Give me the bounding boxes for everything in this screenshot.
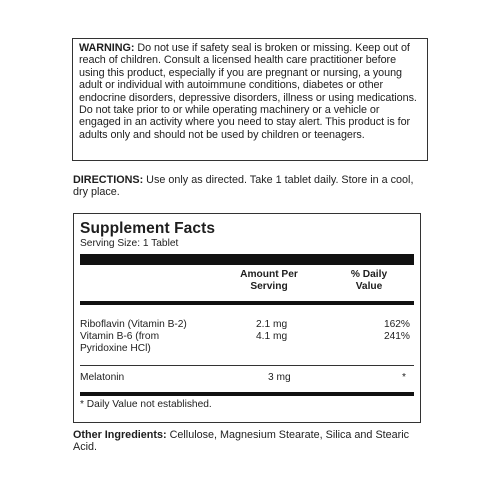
serving-size: Serving Size: 1 Tablet (80, 238, 179, 249)
amount-per-serving-header (228, 269, 310, 293)
row-divider (80, 365, 414, 366)
warning-text: Do not use if safety seal is broken or missing. Keep out of reach of children. Consult a licensed health care practitioner before using this product, especially if you are pregnant or nursing, a young adult or individual with autoimmune conditions, diabetes or other endocrine disorders, depressive disorders, illness or using medications. Do not take prior to or while operating machinery or a vehicle or engaged in an activity where you need to stay alert. This product is for adults only and should not be used by children or teenagers. (79, 42, 417, 141)
vitamin-rows (80, 305, 414, 355)
amount-header-line-2: Serving (250, 281, 288, 292)
melatonin-row (80, 372, 414, 384)
facts-title: Supplement Facts (80, 220, 216, 237)
bottom-divider (80, 392, 414, 396)
nutrient-dv: 162% (383, 319, 410, 330)
dv-header-line-1: % Daily (350, 269, 388, 280)
table-row (80, 319, 414, 331)
nutrient-amount: 2.1 mg (256, 319, 288, 330)
melatonin-name: Melatonin (80, 372, 125, 383)
nutrient-amount: 4.1 mg (256, 331, 288, 342)
warning-label: WARNING: (79, 42, 135, 54)
footnote: * Daily Value not established. (80, 399, 212, 410)
table-row (80, 331, 414, 343)
melatonin-dv: * (402, 372, 406, 383)
thick-divider (80, 254, 414, 265)
directions (73, 174, 429, 199)
table-row (80, 343, 414, 355)
dv-header-line-2: Value (355, 281, 383, 292)
nutrient-dv: 241% (383, 331, 410, 342)
nutrient-name: Riboflavin (Vitamin B-2) (80, 319, 187, 330)
directions-label: DIRECTIONS: (73, 174, 144, 186)
nutrient-name-continued: Pyridoxine HCl) (80, 343, 151, 354)
warning-box (72, 38, 428, 161)
directions-text: Use only as directed. Take 1 tablet daily. Store in a cool, dry place. (73, 174, 414, 199)
supplement-facts-panel (73, 213, 421, 423)
daily-value-header (330, 269, 408, 293)
column-headers (80, 265, 414, 301)
other-ingredients (73, 429, 421, 454)
melatonin-amount: 3 mg (268, 372, 291, 383)
amount-header-line-1: Amount Per (240, 269, 298, 280)
nutrient-name: Vitamin B-6 (from (80, 331, 160, 342)
other-ingredients-text: Cellulose, Magnesium Stearate, Silica and Stearic Acid. (73, 429, 410, 454)
other-ingredients-label: Other Ingredients: (73, 429, 167, 441)
